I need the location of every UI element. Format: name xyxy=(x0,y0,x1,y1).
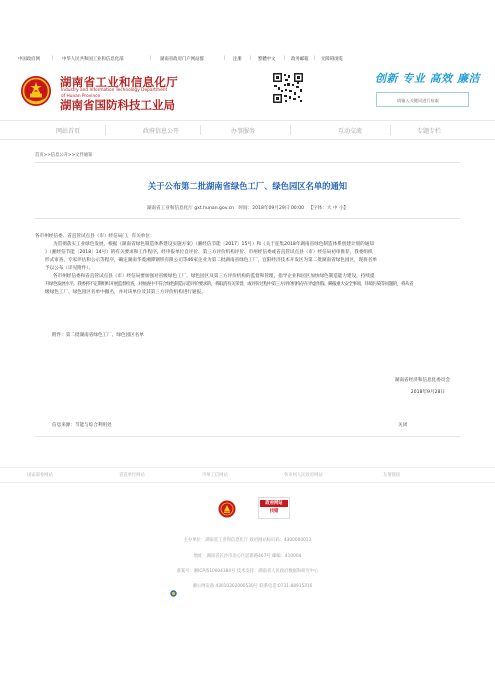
article-attachment[interactable]: 附件：第二批湖南省绿色工厂、绿色园区名单 xyxy=(52,333,144,338)
main-nav xyxy=(0,120,495,140)
article-para2-line3: 级绿色工厂、绿色园区名单中撤名，并对该单位及其第三方评价机构进行通报。 xyxy=(45,290,206,295)
links-dropdown-city-industry[interactable]: 市州工信网站 xyxy=(202,473,228,478)
top-link-traditional-chinese[interactable]: 繁體中文 xyxy=(258,57,276,62)
nav-item-topics[interactable]: 专题专栏 xyxy=(417,128,442,135)
party-gov-badge-icon[interactable] xyxy=(218,500,236,518)
links-dropdown-friendly[interactable]: 友情链接 xyxy=(383,473,401,478)
nav-item-info-disclosure[interactable]: 政府信息公开 xyxy=(143,128,180,135)
article-para2-line2: 升绿色发展水平。我委将不定期组织开展监督检查，对抽查中不符合绿色制造示范评价要求的，将取消有关荣誉，或评价过程中第三方评价机构存在弄虚作假、瞒报重大安全事项、环境污染等问题的，将从省 xyxy=(45,282,413,287)
nav-divider xyxy=(390,125,391,135)
article-sign-date: 2018年9月28日 xyxy=(410,390,445,395)
divider xyxy=(35,218,460,219)
top-link-gov-cn[interactable]: 中国政府网 xyxy=(18,57,40,62)
divider: | xyxy=(52,56,54,61)
nav-item-interaction[interactable]: 互动交流 xyxy=(338,128,363,135)
top-link-register[interactable]: 注册 xyxy=(233,57,242,62)
site-title-cn-2: 湖南省国防科技工业局 xyxy=(60,98,175,112)
divider: | xyxy=(250,56,252,61)
article-salutation: 各市州经信委、省直管试点县（市）经信局门、有关单位： xyxy=(35,234,155,239)
divider xyxy=(35,162,460,163)
national-emblem-icon xyxy=(20,75,52,107)
nav-item-home[interactable]: 网站首页 xyxy=(56,128,81,135)
links-dropdown-ministries[interactable]: 国家部委网站 xyxy=(27,473,53,478)
top-links-bar xyxy=(0,50,495,64)
report-error-badge-title: 政府网站 xyxy=(265,500,283,506)
footer-icp[interactable]: 备案号：湘ICP备10004384号 技术支持：湖南省人民政府数据和研究中心 xyxy=(176,569,319,574)
article-meta xyxy=(0,205,495,211)
links-dropdown-city-gov[interactable]: 各市州人民政府网站 xyxy=(284,473,323,478)
report-error-badge[interactable] xyxy=(258,497,290,519)
top-link-mail[interactable]: 政务邮箱 xyxy=(291,57,309,62)
article-para1-line3: 形式审查、专家评估和公示等程序，确定湖南华菱湘潭钢铁有限公司等46家企业为第二批湖南省绿色工厂，宜阳经济技术开发区为第二批湖南省绿色园区，现将名单 xyxy=(45,258,378,263)
divider: | xyxy=(224,56,226,61)
nav-divider xyxy=(200,125,201,135)
footer-police-record[interactable]: 湘公网安备 43010302000530号 联系电话:0731-88915316 xyxy=(192,584,313,589)
footer-sponsor: 主办单位：湖南省工业和信息化厅 政府网站标识码：4300000013 xyxy=(183,538,312,543)
top-link-accessibility[interactable]: 无障碍浏览 xyxy=(321,57,343,62)
footer-address: 地址：湖南省长沙市北心区韶新路467号 邮编：410004 xyxy=(193,554,302,559)
links-dropdown-provincial[interactable]: 省直单位网站 xyxy=(119,473,145,478)
article-para1-line4: 予以公布（详见附件）。 xyxy=(45,266,94,271)
font-size-switcher[interactable]: 【字体：大 中 小】 xyxy=(308,206,349,211)
site-title-en-line2: of Hunan Province xyxy=(61,93,101,99)
breadcrumb[interactable]: 首页>>信息公开>>文件通知 xyxy=(35,153,93,158)
nav-divider xyxy=(105,125,106,135)
divider: | xyxy=(314,56,316,61)
article-title: 关于公布第二批湖南省绿色工厂、绿色园区名单的通知 xyxy=(147,181,348,191)
divider: | xyxy=(284,56,286,61)
article-para1-line1: 为贯彻落实工业绿色发展，根据《湖南省绿色制造体系建设实施方案》（湘经信节能〔2017〕15号）和《关于征集2018年湖南省绿色制造体系创建计划的通知 xyxy=(53,242,374,247)
site-title-cn-1: 湖南省工业和信息化厅 xyxy=(60,75,178,89)
article-body xyxy=(35,233,435,297)
article-para2-line1: 各市州经信委和省直管试点县（市）经信局要加强对省级绿色工厂、绿色园区及第三方评价机构的监督和管理，指导企业和园区加快绿色制造能力建设，持续提 xyxy=(53,274,375,279)
report-error-badge-label: 找错 xyxy=(269,509,279,514)
slogan: 创新 专业 高效 廉洁 xyxy=(375,72,480,85)
links-dropdown-bar xyxy=(0,467,495,483)
article-date: 时间：2018年09月29日 00:00 xyxy=(238,206,305,211)
info-source: 信息来源：节能与综合利用处 xyxy=(52,423,112,428)
nav-divider xyxy=(290,125,291,135)
article-source: 湖南省工业和信息化厅 gxt.hunan.gov.cn xyxy=(146,206,235,211)
top-link-hunan-portal[interactable]: 湖南省政府门户网站群 xyxy=(160,57,204,62)
search-input[interactable]: 请输入关键词进行检索 xyxy=(376,92,469,107)
top-link-miit[interactable]: 中华人民共和国工业和信息化部 xyxy=(62,57,124,62)
nav-item-services[interactable]: 办事服务 xyxy=(231,128,256,135)
qr-code-icon xyxy=(272,72,304,104)
article-para1-line2: 》（湘经信节能〔2018〕14号）的有关要求和工作程序，经申报单位自评价、第三方评价机构评价、市州经信委或省直管试点县（市）经信局初审推荐，我委组织 xyxy=(45,250,373,255)
divider xyxy=(35,436,460,437)
divider: | xyxy=(150,56,152,61)
article-signer: 湖南省经济和信息化委员会 xyxy=(394,378,450,383)
close-link[interactable]: 关闭 xyxy=(398,423,408,428)
site-title-en-line1: Industry and Information Technology Department xyxy=(61,88,168,93)
